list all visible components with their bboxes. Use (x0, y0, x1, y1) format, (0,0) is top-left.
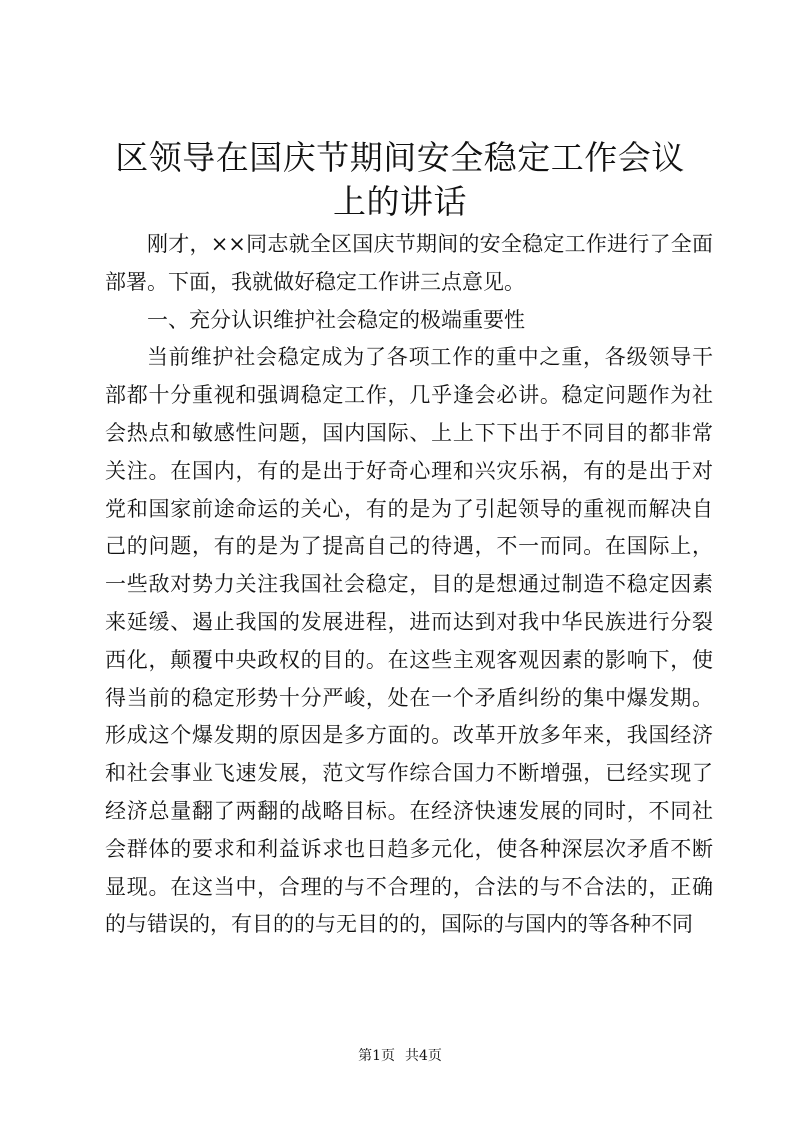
document-body (105, 226, 713, 944)
body-paragraph: 当前维护社会稳定成为了各项工作的重中之重，各级领导干部都十分重视和强调稳定工作，几乎逢会必讲。稳定问题作为社会热点和敏感性问题，国内国际、上上下下出于不同目的都非常关注。在国内，有的是出于好奇心理和兴灾乐祸，有的是出于对党和国家前途命运的关心，有的是为了引起领导的重视而解决自己的问题，有的是为了提高自己的待遇，不一而同。在国际上，一些敌对势力关注我国社会稳定，目的是想通过制造不稳定因素来延缓、遏止我国的发展进程，进而达到对我中华民族进行分裂西化，颠覆中央政权的目的。在这些主观客观因素的影响下，使得当前的稳定形势十分严峻，处在一个矛盾纠纷的集中爆发期。形成这个爆发期的原因是多方面的。改革开放多年来，我国经济和社会事业飞速发展，范文写作综合国力不断增强，已经实现了经济总量翻了两翻的战略目标。在经济快速发展的同时，不同社会群体的要求和利益诉求也日趋多元化，使各种深层次矛盾不断显现。在这当中，合理的与不合理的，合法的与不合法的，正确的与错误的，有目的的与无目的的，国际的与国内的等各种不同 (105, 345, 713, 937)
section-heading: 一、充分认识维护社会稳定的极端重要性 (147, 307, 525, 332)
document-title: 区领导在国庆节期间安全稳定工作会议上的讲话 (115, 138, 685, 221)
page-footer (0, 1045, 800, 1065)
page-total: 共4页 (405, 1048, 442, 1064)
page-number: 第1页 (358, 1048, 395, 1064)
intro-paragraph: 刚才，××同志就全区国庆节期间的安全稳定工作进行了全面部署。下面，我就做好稳定工作讲三点意见。 (105, 232, 713, 294)
